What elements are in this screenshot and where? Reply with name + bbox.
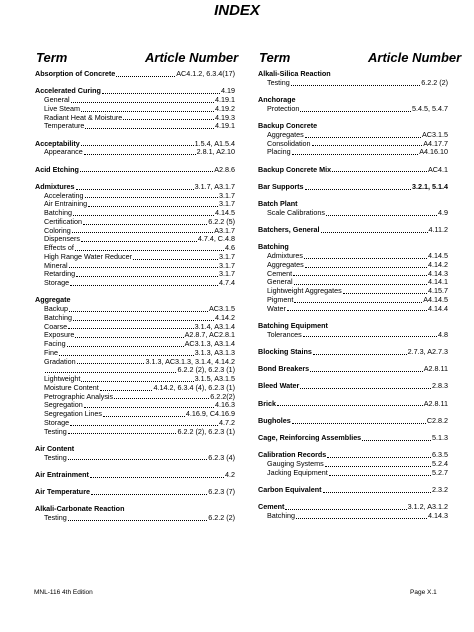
index-term: Coloring xyxy=(44,225,71,235)
article-number: 5.2.7 xyxy=(432,467,448,477)
article-number: 3.1.7 xyxy=(219,190,235,200)
article-number: 4.7.4 xyxy=(219,278,235,287)
dot-leader xyxy=(304,258,427,259)
dot-leader xyxy=(292,154,419,155)
dot-leader xyxy=(305,189,412,190)
index-term: Bleed Water xyxy=(258,381,300,391)
dot-leader xyxy=(67,346,184,347)
index-entry xyxy=(35,183,235,288)
index-term: Placing xyxy=(267,147,291,157)
article-number: 5.2.4 xyxy=(432,459,448,468)
dot-leader xyxy=(277,405,423,406)
index-entry-row xyxy=(258,417,448,426)
index-term: Batching xyxy=(267,511,295,520)
article-number: 6.2.2 (2), 6.2.3 (1) xyxy=(177,365,235,375)
article-number: 4.14.3 xyxy=(428,511,448,520)
article-number: 4.11.2 xyxy=(428,225,448,234)
article-number: A2.8.6 xyxy=(214,164,235,174)
index-term: Retarding xyxy=(44,269,76,279)
article-number: AC3.1.5 xyxy=(422,129,448,139)
article-number: 4.14.2, 6.3.4 (4), 6.2.3 (1) xyxy=(153,382,235,392)
index-term: Batching xyxy=(44,208,72,217)
dot-leader xyxy=(76,276,218,277)
article-number: 3.2.1, 5.1.4 xyxy=(412,181,448,191)
index-term: Storage xyxy=(44,278,70,287)
article-number: 4.14.1 xyxy=(428,277,448,287)
index-term: Fine xyxy=(44,347,58,357)
article-number: 4.2 xyxy=(225,469,235,479)
index-entry xyxy=(35,296,235,436)
dot-leader xyxy=(103,416,185,417)
index-term: Bugholes xyxy=(258,415,291,425)
index-term: Batching Equipment xyxy=(258,320,328,330)
dot-leader xyxy=(133,259,218,260)
index-term: Backup Concrete xyxy=(258,121,318,130)
dot-leader xyxy=(310,371,423,372)
dot-leader xyxy=(305,267,427,268)
index-term: Cage, Reinforcing Assemblies xyxy=(258,433,362,442)
index-entry xyxy=(35,166,235,175)
term-header-right: Term xyxy=(259,50,291,65)
index-term: Aggregates xyxy=(267,129,304,139)
article-number: 6.2.2 (2) xyxy=(421,77,448,87)
index-entry-row xyxy=(258,434,448,443)
article-number: 3.1.7 xyxy=(219,199,235,209)
article-number: 3.1.3, AC3.1.3, 3.1.4, 4.14.2 xyxy=(145,356,235,366)
article-number: A3.1.7 xyxy=(214,225,235,235)
index-subentry-row xyxy=(258,331,448,340)
dot-leader xyxy=(84,407,214,408)
article-number: 4.14.4 xyxy=(428,303,448,313)
dot-leader xyxy=(293,275,427,276)
index-subentry-row xyxy=(35,428,235,437)
index-term: Scale Calibrations xyxy=(267,207,325,217)
dot-leader xyxy=(68,328,193,329)
index-entry xyxy=(258,96,448,114)
article-number: 6.2.3 (7) xyxy=(208,487,235,496)
dot-leader xyxy=(69,311,208,312)
article-number: 4.14.3 xyxy=(428,268,448,278)
index-term: Appearance xyxy=(44,147,83,157)
index-term: Pigment xyxy=(267,294,294,304)
index-term: Accelerating xyxy=(44,190,84,200)
dot-leader xyxy=(83,224,207,225)
article-number: 4.15.7 xyxy=(428,286,448,295)
index-term: Batching xyxy=(258,242,289,252)
index-term: Absorption of Concrete xyxy=(35,69,116,78)
article-number: 4.19.1 xyxy=(215,121,235,131)
index-entry xyxy=(258,486,448,495)
index-term: Storage xyxy=(44,417,70,427)
index-entry xyxy=(258,122,448,157)
article-number: 3.1.2, A3.1.2 xyxy=(407,502,448,512)
article-number: 1.5.4, A1.5.4 xyxy=(194,138,235,148)
index-subentry-row xyxy=(258,296,448,305)
index-subentry-row xyxy=(258,148,448,157)
dot-leader xyxy=(100,390,153,391)
article-number: 3.1.7 xyxy=(219,251,235,261)
index-entry xyxy=(35,445,235,463)
index-entry-row xyxy=(35,471,235,480)
index-term: Facing xyxy=(44,339,66,348)
article-number: 4.7.4, C.4.8 xyxy=(197,234,235,244)
article-number: AC3.1.3, A3.1.4 xyxy=(184,339,235,348)
article-number: 2.7.3, A2.7.3 xyxy=(407,346,448,356)
article-number: 2.8.1, A2.10 xyxy=(196,147,235,157)
dot-leader xyxy=(76,189,194,190)
article-number: 6.2.2 (2) xyxy=(208,513,235,522)
index-entry-row xyxy=(258,166,448,175)
dot-leader xyxy=(114,398,209,399)
dot-leader xyxy=(68,459,207,460)
index-term: Accelerated Curing xyxy=(35,86,101,96)
index-term: Lightweight Aggregates xyxy=(267,286,342,295)
index-entry xyxy=(258,166,448,175)
article-number: 4.7.2 xyxy=(219,417,235,427)
article-number: 4.19.1 xyxy=(215,95,235,104)
index-entry xyxy=(258,200,448,218)
index-subentry-row xyxy=(258,79,448,88)
index-term: Batch Plant xyxy=(258,199,298,208)
index-subentry-row xyxy=(258,209,448,218)
article-number: 4.14.2 xyxy=(215,312,235,322)
article-number: A2.8.7, AC2.8.1 xyxy=(184,330,235,340)
dot-leader xyxy=(59,355,194,356)
index-entry xyxy=(35,505,235,523)
index-term: Protection xyxy=(267,103,300,113)
dot-leader xyxy=(285,509,406,510)
dot-leader xyxy=(332,171,427,172)
dot-leader xyxy=(287,310,427,311)
index-term: Testing xyxy=(267,77,290,87)
article-number: 2.8.3 xyxy=(432,381,448,391)
index-entry-row xyxy=(258,348,448,357)
index-term: Moisture Content xyxy=(44,382,99,392)
index-term: Blocking Stains xyxy=(258,346,312,356)
index-term: Air Temperature xyxy=(35,487,90,496)
index-entry xyxy=(35,70,235,79)
dot-leader xyxy=(81,381,193,382)
index-subentry-row xyxy=(35,279,235,288)
dot-leader xyxy=(300,111,411,112)
dot-leader xyxy=(313,354,407,355)
index-subentry-row xyxy=(258,305,448,314)
article-number: A2.8.11 xyxy=(423,364,448,373)
article-number: 5.1.3 xyxy=(432,433,448,442)
article-number: A4.17.7 xyxy=(423,138,448,148)
article-number: AC4.1.2, 6.3.4(17) xyxy=(176,69,235,78)
dot-leader xyxy=(84,154,196,155)
index-subentry-row xyxy=(35,122,235,131)
index-term: Batchers, General xyxy=(258,225,320,234)
index-entry xyxy=(258,417,448,426)
article-number-header-left: Article Number xyxy=(145,50,239,65)
dot-leader xyxy=(91,494,207,495)
article-number: 4.19.3 xyxy=(215,112,235,122)
index-term: Gradation xyxy=(44,356,76,366)
index-entry xyxy=(258,365,448,374)
index-term: Water xyxy=(267,303,286,313)
dot-leader xyxy=(123,119,214,120)
index-term: Gauging Systems xyxy=(267,459,324,468)
dot-leader xyxy=(45,372,176,373)
article-number: 6.2.2 (2), 6.2.3 (1) xyxy=(177,426,235,436)
index-term: Admixtures xyxy=(267,251,303,260)
dot-leader xyxy=(325,466,431,467)
index-subentry-row xyxy=(258,512,448,521)
index-entry xyxy=(258,400,448,409)
dot-leader xyxy=(85,128,214,129)
dot-leader xyxy=(72,232,213,233)
index-term: Calibration Records xyxy=(258,450,327,460)
dot-leader xyxy=(102,93,220,94)
index-term: Bar Supports xyxy=(258,181,304,191)
index-term: Jacking Equipment xyxy=(267,467,328,477)
article-number: 3.1.7 xyxy=(219,260,235,270)
index-subentry-row xyxy=(258,105,448,114)
dot-leader xyxy=(90,477,224,478)
index-term: Acid Etching xyxy=(35,164,79,174)
index-subentry-row xyxy=(35,148,235,157)
dot-leader xyxy=(71,102,214,103)
article-number-header-right: Article Number xyxy=(368,50,462,65)
dot-leader xyxy=(80,171,213,172)
dot-leader xyxy=(81,111,214,112)
article-number: C2.8.2 xyxy=(426,415,448,425)
dot-leader xyxy=(70,285,218,286)
index-column-right xyxy=(258,70,448,529)
article-number: A2.8.11 xyxy=(423,398,448,408)
index-term: Batching xyxy=(44,312,72,322)
index-term: High Range Water Reducer xyxy=(44,251,133,261)
dot-leader xyxy=(294,302,422,303)
index-term: Carbon Equivalent xyxy=(258,485,322,494)
index-entry xyxy=(35,87,235,131)
index-term: Lightweight xyxy=(44,374,81,383)
article-number: 6.3.5 xyxy=(432,450,448,460)
article-number: 4.19.2 xyxy=(215,103,235,113)
index-entry xyxy=(258,503,448,521)
index-term: Alkali-Carbonate Reaction xyxy=(35,504,125,514)
index-column-left xyxy=(35,70,235,531)
index-entry-row xyxy=(258,486,448,495)
index-term: Aggregate xyxy=(35,295,71,305)
index-entry-row xyxy=(35,166,235,175)
article-number: 3.1.7 xyxy=(219,269,235,279)
dot-leader xyxy=(312,145,423,146)
index-entry-row xyxy=(258,400,448,409)
article-number: AC3.1.5 xyxy=(209,304,235,313)
dot-leader xyxy=(343,293,427,294)
article-number: 4.19 xyxy=(221,86,235,96)
index-entry-row xyxy=(35,70,235,79)
article-number: A4.14.5 xyxy=(423,294,448,304)
index-entry xyxy=(258,183,448,192)
article-number: 4.14.5 xyxy=(215,208,235,217)
article-number: 6.2.2(2) xyxy=(210,391,235,401)
dot-leader xyxy=(321,232,428,233)
article-number: 3.1.4, A3.1.4 xyxy=(194,321,235,331)
dot-leader xyxy=(77,363,145,364)
index-term: Testing xyxy=(44,513,67,522)
dot-leader xyxy=(75,337,183,338)
article-number: AC4.1 xyxy=(428,164,448,174)
dot-leader xyxy=(116,76,175,77)
index-term: Consolidation xyxy=(267,138,311,148)
dot-leader xyxy=(296,518,427,519)
dot-leader xyxy=(300,388,431,389)
index-term: Alkali-Silica Reaction xyxy=(258,69,331,78)
article-number: 3.1.5, A3.1.5 xyxy=(194,374,235,383)
index-term: Bond Breakers xyxy=(258,364,310,373)
article-number: 4.14.5 xyxy=(428,251,448,260)
article-number: 6.2.2 (5) xyxy=(208,216,235,226)
dot-leader xyxy=(292,423,426,424)
article-number: 3.1.3, A3.1.3 xyxy=(194,347,235,357)
dot-leader xyxy=(291,85,420,86)
index-term: Coarse xyxy=(44,321,68,331)
index-entry-row xyxy=(258,382,448,391)
dot-leader xyxy=(294,284,427,285)
dot-leader xyxy=(73,215,214,216)
index-entry xyxy=(258,382,448,391)
article-number: 5.4.5, 5.4.7 xyxy=(412,103,448,113)
dot-leader xyxy=(327,457,431,458)
index-entry xyxy=(258,226,448,235)
dot-leader xyxy=(326,215,437,216)
dot-leader xyxy=(68,433,177,434)
index-entry xyxy=(35,140,235,158)
dot-leader xyxy=(88,206,218,207)
index-term: Certification xyxy=(44,216,82,226)
index-term: Air Entrainment xyxy=(35,469,89,479)
index-entry xyxy=(258,243,448,313)
index-term: Aggregates xyxy=(267,259,304,269)
index-term: Brick xyxy=(258,398,276,408)
index-entry-row xyxy=(35,488,235,497)
dot-leader xyxy=(73,320,214,321)
article-number: A4.16.10 xyxy=(419,147,448,157)
index-term: Effects of xyxy=(44,243,74,252)
index-subentry-row xyxy=(35,454,235,463)
article-number: 4.14.2 xyxy=(428,259,448,269)
dot-leader xyxy=(70,425,218,426)
index-term: Cement xyxy=(258,502,285,512)
page-title: INDEX xyxy=(214,2,260,19)
index-term: Tolerances xyxy=(267,329,302,339)
index-entry xyxy=(258,451,448,477)
index-term: Exposure xyxy=(44,330,75,340)
article-number: 4.16.3 xyxy=(215,400,235,410)
dot-leader xyxy=(69,267,218,268)
index-entry xyxy=(35,488,235,497)
index-subentry-row xyxy=(258,469,448,478)
article-number: 3.1.7, A3.1.7 xyxy=(194,181,235,191)
index-entry-row xyxy=(258,365,448,374)
index-term: General xyxy=(267,277,293,287)
index-term: Anchorage xyxy=(258,95,296,104)
index-term: Dispensers xyxy=(44,234,80,244)
index-term: General xyxy=(44,95,70,104)
article-number: 2.3.2 xyxy=(432,485,448,494)
index-entry xyxy=(258,348,448,357)
index-term: Live Steam xyxy=(44,103,80,113)
article-number: 4.9 xyxy=(438,207,448,217)
article-number: 4.6 xyxy=(225,243,235,252)
index-term: Air Entraining xyxy=(44,199,88,209)
index-entry xyxy=(35,471,235,480)
index-term: Radiant Heat & Moisture xyxy=(44,112,123,122)
dot-leader xyxy=(305,137,421,138)
dot-leader xyxy=(329,475,431,476)
index-entry xyxy=(258,434,448,443)
dot-leader xyxy=(85,197,218,198)
index-term: Air Content xyxy=(35,443,75,453)
dot-leader xyxy=(323,492,432,493)
index-term: Segregation xyxy=(44,400,83,410)
article-number: 6.2.3 (4) xyxy=(208,452,235,462)
index-entry xyxy=(258,70,448,88)
footer-edition: MNL-116 4th Edition xyxy=(34,589,93,596)
index-term: Admixtures xyxy=(35,181,75,191)
dot-leader xyxy=(362,440,431,441)
dot-leader xyxy=(75,250,224,251)
index-entry-row xyxy=(258,183,448,192)
index-subentry-row xyxy=(35,514,235,523)
index-term: Petrographic Analysis xyxy=(44,391,114,401)
footer-page-number: Page X.1 xyxy=(410,589,437,596)
article-number: 4.16.9, C4.16.9 xyxy=(185,409,235,418)
index-term: Segregation Lines xyxy=(44,409,102,418)
dot-leader xyxy=(303,336,437,337)
index-term: Testing xyxy=(44,452,67,462)
dot-leader xyxy=(81,241,197,242)
index-term: Cement xyxy=(267,268,293,278)
index-term: Temperature xyxy=(44,121,85,131)
index-term: Backup Concrete Mix xyxy=(258,164,332,174)
index-term: Testing xyxy=(44,426,67,436)
index-term: Mineral xyxy=(44,260,68,270)
article-number: 4.8 xyxy=(438,329,448,339)
term-header-left: Term xyxy=(36,50,68,65)
index-term: Acceptability xyxy=(35,138,80,148)
index-entry xyxy=(258,322,448,340)
index-term: Backup xyxy=(44,304,68,313)
index-entry-row xyxy=(258,226,448,235)
dot-leader xyxy=(68,520,207,521)
dot-leader xyxy=(81,145,194,146)
